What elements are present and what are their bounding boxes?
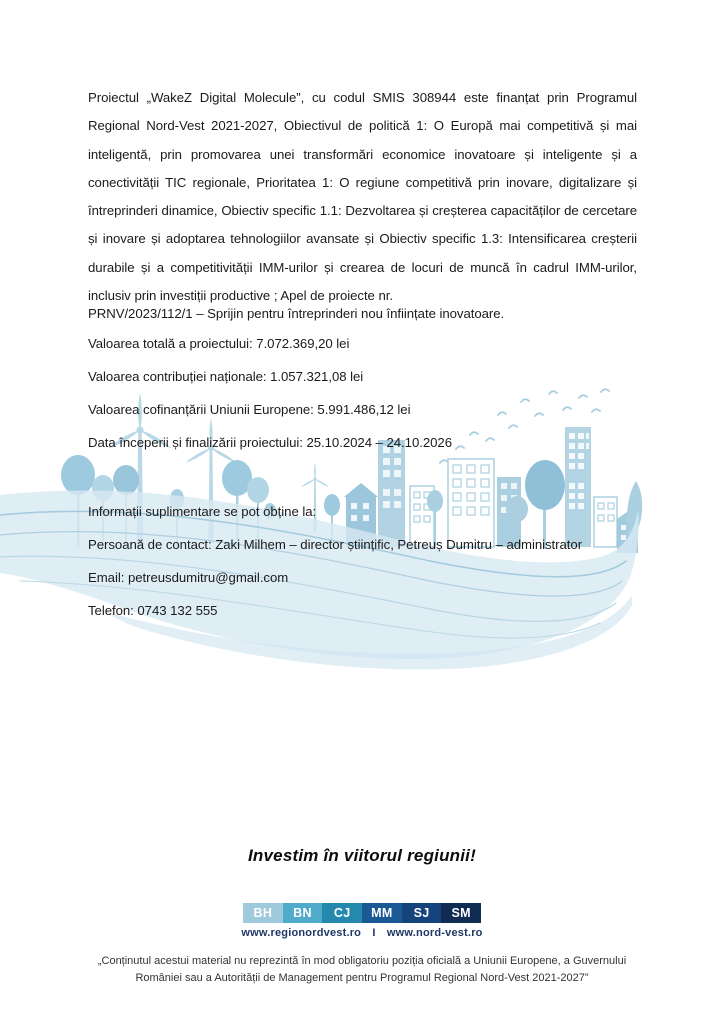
disclaimer — [0, 953, 724, 986]
info-heading: Informații suplimentare se pot obține la: — [88, 504, 317, 520]
national-contribution-line: Valoarea contribuției naționale: 1.057.321,08 lei — [88, 369, 364, 385]
website-links — [0, 927, 724, 939]
county-badge-sj: SJ — [402, 903, 442, 923]
slogan: Investim în viitorul regiunii! — [248, 846, 476, 865]
website-link-nordvest[interactable]: www.nord-vest.ro — [386, 927, 483, 939]
county-badge-bh: BH — [243, 903, 283, 923]
eu-cofinancing-line: Valoarea cofinanțării Uniunii Europene: 5.991.486,12 lei — [88, 402, 411, 418]
county-logo-bar — [243, 903, 481, 923]
contact-person-line: Persoană de contact: Zaki Milhem – director științific, Petreuș Dumitru – administrator — [88, 537, 583, 553]
phone-line: Telefon: 0743 132 555 — [88, 603, 218, 619]
website-link-regionordvest[interactable]: www.regionordvest.ro — [241, 927, 362, 939]
call-reference-line: PRNV/2023/112/1 – Sprijin pentru întreprinderi nou înființate inovatoare. — [88, 306, 505, 322]
disclaimer-line1: „Conținutul acestui material nu reprezintă în mod obligatoriu poziția oficială a Uniunii Europene, a Guvernului — [97, 955, 627, 967]
county-badge-cj: CJ — [322, 903, 362, 923]
county-badge-bn: BN — [283, 903, 323, 923]
disclaimer-line2: României sau a Autorității de Management pentru Programul Regional Nord-Vest 2021-2027” — [135, 971, 589, 984]
document-body — [88, 84, 637, 623]
intro-paragraph: Proiectul „WakeZ Digital Molecule”, cu codul SMIS 308944 este finanțat prin Programul Regional Nord-Vest 2021-2027, Obiectivul de politică 1: O Europă mai competitivă și mai inteligentă, prin promovarea unei transformări economice inovatoare și inteligente și a conectivității TIC regionale, Prioritatea 1: O regiune competitivă prin inovare, digitalizare și întreprinderi dinamice, Obiectiv specific 1.1: Dezvoltarea și creșterea capacităților de cercetare și inovare și adoptarea tehnologiilor avansate și Obiectiv specific 1.3: Intensificarea creșterii durabile și a competitivității IMM-urilor și crearea de locuri de muncă în cadrul IMM-urilor, inclusiv prin investiții productive ; Apel de proiecte nr. — [88, 90, 637, 304]
total-value-line: Valoarea totală a proiectului: 7.072.369,20 lei — [88, 336, 350, 352]
website-separator: I — [372, 927, 376, 939]
project-dates-line: Data începerii și finalizării proiectului: 25.10.2024 – 24.10.2026 — [88, 435, 452, 451]
county-badge-mm: MM — [362, 903, 402, 923]
county-badge-sm: SM — [441, 903, 481, 923]
email-line: Email: petreusdumitru@gmail.com — [88, 570, 289, 586]
